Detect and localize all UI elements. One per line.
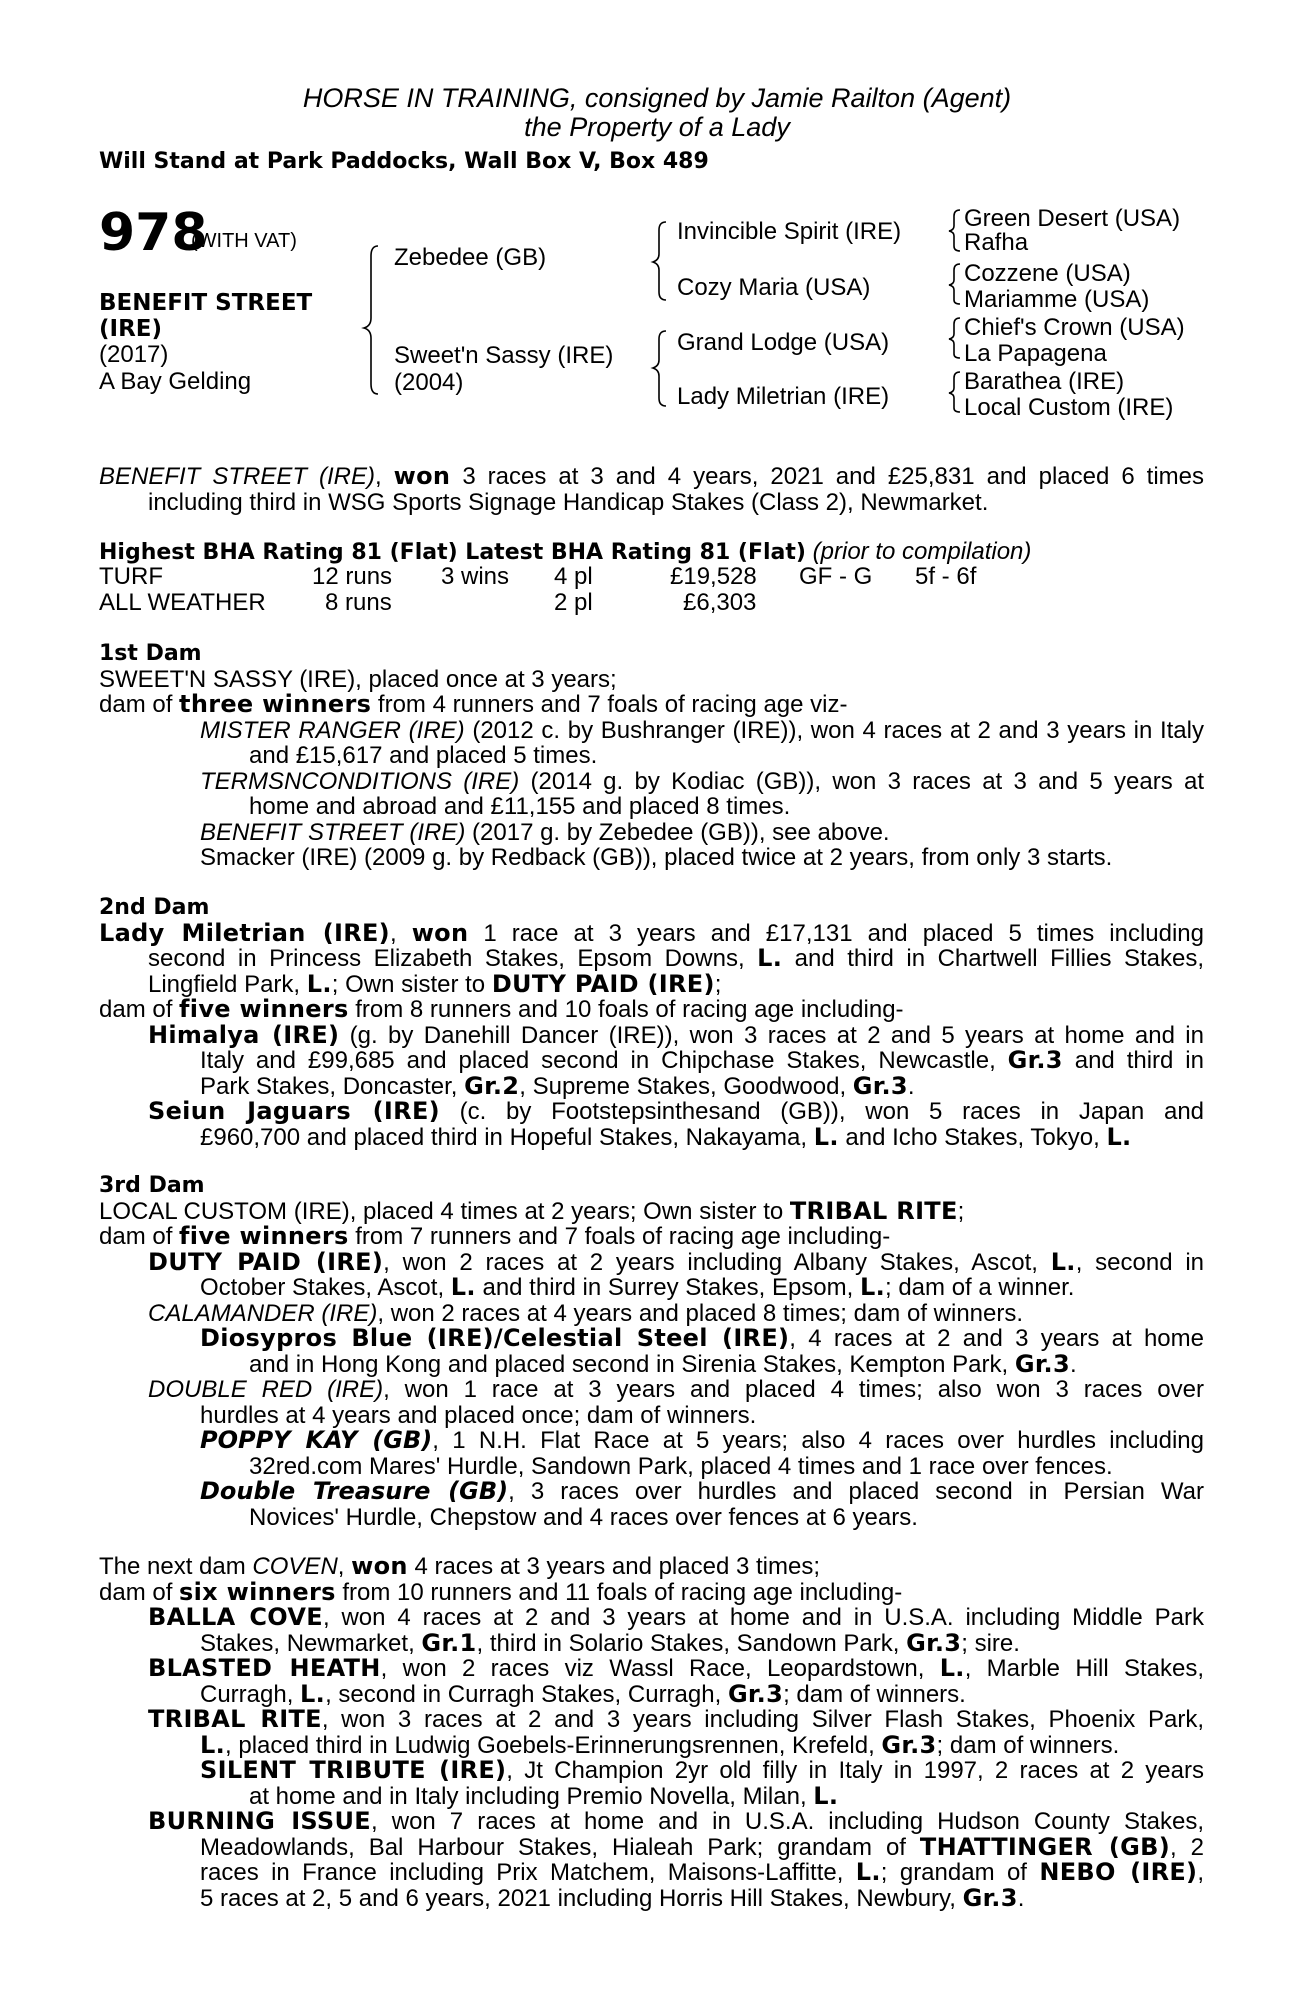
horse-year: (2017) [99,341,169,368]
third-dam: 3rd Dam LOCAL CUSTOM (IRE), placed 4 times at 2 years; Own sister to TRIBAL RITE; dam of five winners from 7 runners and 7 foals of racing age including- DUTY PAID (IRE), won 2 races at 2 years including Albany Stakes, Ascot, L., second in October Stakes, Ascot, L. and third in Surrey Stakes, Epsom, L.; dam of a winner. CALAMANDER (IRE), won 2 races at 4 years and placed 8 times; dam of winners. Diosypros Blue (IRE)/Celestial Steel (IRE), 4 races at 2 and 3 years at home and in Hong Kong and placed second in Sirenia Stakes, Kempton Park, Gr.3. DOUBLE RED (IRE), won 1 race at 3 years and placed 4 times; also won 3 races over hurdles at 4 years and placed once; dam of winners. POPPY KAY (GB), 1 N.H. Flat Race at 5 years; also 4 races over hurdles including 32red.com Mares' Hurdle, Sandown Park, placed 4 times and 1 race over fences. Double Treasure (GB), 3 races over hurdles and placed second in Persian War Novices' Hurdle, Chepstow and 4 races over fences at 6 years. [99,1173,1204,1531]
sire-dam: Cozy Maria (USA) [677,274,871,301]
second-dam-heading: 2nd Dam [99,895,210,920]
main-brace [364,246,378,394]
next-dam: The next dam COVEN, won 4 races at 3 years and placed 3 times; dam of six winners from 10 runners and 11 foals of racing age including- BALLA COVE, won 4 races at 2 and 3 years at home and in U.S.A. including Middle Park Stakes, Newmarket, Gr.1, third in Solario Stakes, Sandown Park, Gr.3; sire. BLASTED HEATH, won 2 races viz Wassl Race, Leopardstown, L., Marble Hill Stakes, Curragh, L., second in Curragh Stakes, Curragh, Gr.3; dam of winners. TRIBAL RITE, won 3 races at 2 and 3 years including Silver Flash Stakes, Phoenix Park, L., placed third in Ludwig Goebels-Erinnerungsrennen, Krefeld, Gr.3; dam of winners. SILENT TRIBUTE (IRE), Jt Champion 2yr old filly in Italy in 1997, 2 races at 2 years at home and in Italy including Premio Novella, Milan, L. BURNING ISSUE, won 7 races at home and in U.S.A. including Hudson County Stakes, Meadowlands, Bal Harbour Stakes, Hialeah Park; grandam of THATTINGER (GB), 2 races in France including Prix Matchem, Maisons-Laffitte, L.; grandam of NEBO (IRE), 5 races at 2, 5 and 6 years, 2021 including Horris Hill Stakes, Newbury, Gr.3. [99,1552,1204,1912]
ratings: Highest BHA Rating 81 (Flat) Latest BHA Rating 81 (Flat) (prior to compilation) [99,538,1032,565]
sire-sire: Invincible Spirit (IRE) [677,218,902,245]
rating-heading: Highest BHA Rating 81 (Flat) Latest BHA Rating 81 (Flat) [99,540,806,565]
dam-brace [653,331,666,406]
second-dam: 2nd Dam Lady Miletrian (IRE), won 1 race at 3 years and £17,131 and placed 5 times including second in Princess Elizabeth Stakes, Epsom Downs, L. and third in Chartwell Fillies Stakes, Lingfield Park, L.; Own sister to DUTY PAID (IRE); dam of five winners from 8 runners and 10 foals of racing age including- Himalya (IRE) (g. by Danehill Dancer (IRE)), won 3 races at 2 and 5 years at home and in Italy and £99,685 and placed second in Chipchase Stakes, Newcastle, Gr.3 and third in Park Stakes, Doncaster, Gr.2, Supreme Stakes, Goodwood, Gr.3. Seiun Jaguars (IRE) (c. by Footstepsinthesand (GB)), won 5 races in Japan and £960,700 and placed third in Hopeful Stakes, Nakayama, L. and Icho Stakes, Tokyo, L. [99,895,1205,1151]
sire-name: Zebedee (GB) [394,244,547,271]
race-summary: BENEFIT STREET (IRE), won 3 races at 3 and 4 years, 2021 and £25,831 and placed 6 times including third in WSG Sports Signage Handicap Stakes (Class 2), Newmarket. [99,462,1205,516]
dam-dam-sire: Barathea (IRE) [964,368,1125,395]
sire-brace [653,222,666,300]
dam-dam-dam: Local Custom (IRE) [964,394,1174,421]
dam-sire: Grand Lodge (USA) [677,329,890,356]
first-dam: 1st Dam SWEET'N SASSY (IRE), placed once at 3 years; dam of three winners from 4 runners and 7 foals of racing age viz- MISTER RANGER (IRE) (2012 c. by Bushranger (IRE)), won 4 races at 2 and 3 years in Italy and £15,617 and placed 5 times. TERMSNCONDITIONS (IRE) (2014 g. by Kodiac (GB)), won 3 races at 3 and 5 years at home and abroad and £11,155 and placed 8 times. BENEFIT STREET (IRE) (2017 g. by Zebedee (GB)), see above. Smacker (IRE) (2009 g. by Redback (GB)), placed twice at 2 years, from only 3 starts. [99,641,1204,871]
stand-location: Will Stand at Park Paddocks, Wall Box V, Box 489 [99,149,709,174]
dam-dam: Lady Miletrian (IRE) [677,383,890,410]
sire-sire-dam: Rafha [964,229,1029,256]
first-dam-heading: 1st Dam [99,641,202,666]
all-weather-row: ALL WEATHER 8 runs 2 pl £6,303 [99,589,757,616]
horse-name-line1: BENEFIT STREET [99,290,313,316]
dam-sire-sire: Chief's Crown (USA) [964,314,1185,341]
dam-sire-dam: La Papagena [964,340,1107,367]
horse-description: A Bay Gelding [99,368,252,395]
lot-number: 978 [99,203,208,263]
sire-sire-sire: Green Desert (USA) [964,205,1181,232]
turf-row: TURF 12 runs 3 wins 4 pl £19,528 GF - G 5f - 6f [99,563,977,590]
dam-name: Sweet'n Sassy (IRE) [394,342,614,369]
property-line: the Property of a Lady [524,112,790,142]
sire-dam-dam: Mariamme (USA) [964,286,1150,313]
dam-year: (2004) [394,369,464,396]
sire-dam-sire: Cozzene (USA) [964,260,1131,287]
horse-name-line2: (IRE) [99,316,163,342]
consignor-line: HORSE IN TRAINING, consigned by Jamie Railton (Agent) [302,83,1012,113]
vat-note: (WITH VAT) [191,230,297,252]
third-dam-heading: 3rd Dam [99,1173,205,1198]
